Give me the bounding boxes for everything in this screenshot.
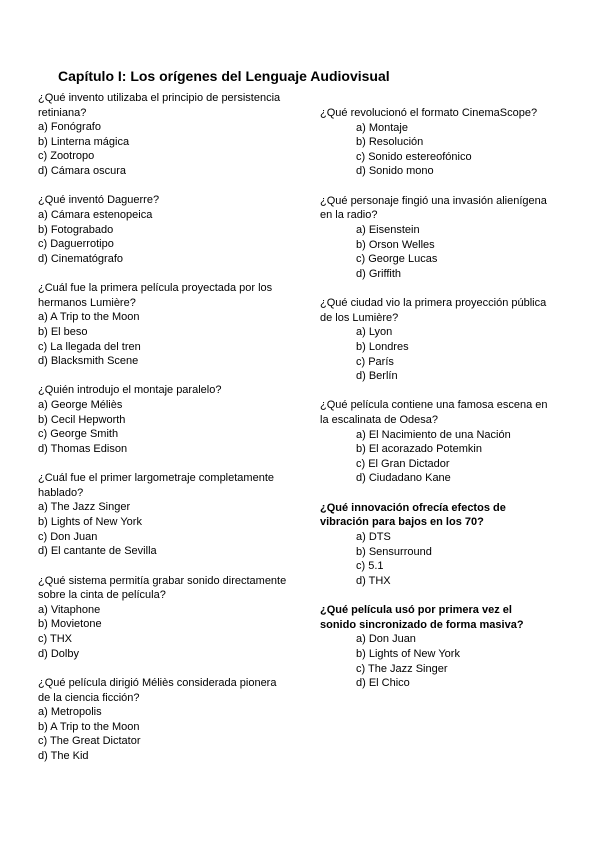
answer-option: b) Resolución bbox=[356, 136, 424, 149]
answer-option: b) Lights of New York bbox=[38, 516, 142, 529]
answer-option: a) Cámara estenopeica bbox=[38, 208, 153, 221]
answer-option: a) A Trip to the Moon bbox=[38, 311, 140, 324]
answer-option: c) El Gran Dictador bbox=[356, 457, 450, 470]
answer-option: b) Linterna mágica bbox=[38, 135, 130, 148]
question-text: ¿Qué revolucionó el formato CinemaScope? bbox=[320, 107, 538, 119]
answer-option: a) Metropolis bbox=[38, 706, 102, 719]
answer-option: d) Thomas Edison bbox=[38, 442, 128, 455]
answer-option: b) Movietone bbox=[38, 618, 102, 631]
question-text: ¿Qué película usó por primera vez el sonido sincronizado de forma masiva? bbox=[320, 604, 524, 631]
question-block bbox=[38, 91, 288, 179]
answer-option: d) Blacksmith Scene bbox=[38, 355, 139, 368]
answer-option: c) The Great Dictator bbox=[38, 735, 141, 748]
question-text: ¿Qué sistema permitía grabar sonido directamente sobre la cinta de película? bbox=[38, 574, 287, 602]
answer-option: b) El acorazado Potemkin bbox=[356, 443, 482, 456]
answer-option: c) The Jazz Singer bbox=[356, 662, 448, 675]
answer-option: b) Sensurround bbox=[356, 545, 432, 558]
question-text: ¿Cuál fue el primer largometraje completamente hablado? bbox=[38, 472, 274, 499]
question-block bbox=[38, 193, 288, 266]
answer-option: c) Zootropo bbox=[38, 150, 95, 163]
answer-option: d) Berlín bbox=[356, 370, 398, 383]
answer-option: a) El Nacimiento de una Nación bbox=[356, 428, 511, 441]
question-block bbox=[320, 296, 548, 384]
answer-option: c) La llegada del tren bbox=[38, 340, 141, 353]
answer-option: c) Daguerrotipo bbox=[38, 238, 114, 251]
answer-option: d) Griffith bbox=[356, 267, 402, 280]
answer-option: b) Cecil Hepworth bbox=[38, 413, 126, 426]
question-block bbox=[320, 106, 548, 179]
answer-option: d) El Chico bbox=[356, 677, 410, 690]
answer-option: b) Orson Welles bbox=[356, 238, 435, 251]
left-column bbox=[38, 91, 288, 778]
answer-option: a) Fonógrafo bbox=[38, 121, 101, 134]
answer-option: b) Lights of New York bbox=[356, 647, 460, 660]
question-text: ¿Qué invento utilizaba el principio de persistencia retiniana? bbox=[38, 92, 281, 119]
answer-option: c) George Lucas bbox=[356, 253, 438, 266]
answer-option: c) George Smith bbox=[38, 428, 119, 441]
answer-option: a) The Jazz Singer bbox=[38, 501, 131, 514]
question-block bbox=[38, 574, 288, 662]
answer-option: a) Vitaphone bbox=[38, 603, 101, 616]
question-text: ¿Qué película contiene una famosa escena en la escalinata de Odesa? bbox=[320, 399, 548, 427]
answer-option: b) El beso bbox=[38, 325, 88, 338]
question-text: ¿Qué personaje fingió una invasión alienígena en la radio? bbox=[320, 194, 547, 222]
answer-option: a) Montaje bbox=[356, 121, 408, 134]
answer-option: d) Cinematógrafo bbox=[38, 252, 123, 265]
answer-option: d) El cantante de Sevilla bbox=[38, 545, 157, 558]
answer-option: d) Dolby bbox=[38, 647, 79, 660]
answer-option: d) Ciudadano Kane bbox=[356, 472, 451, 485]
answer-option: b) A Trip to the Moon bbox=[38, 720, 140, 733]
question-text: ¿Qué película dirigió Méliès considerada pionera de la ciencia ficción? bbox=[38, 676, 277, 704]
answer-option: d) Sonido mono bbox=[356, 165, 434, 178]
answer-option: d) THX bbox=[356, 574, 391, 587]
question-block bbox=[38, 471, 288, 559]
answer-option: c) 5.1 bbox=[356, 560, 384, 573]
question-text: ¿Quién introdujo el montaje paralelo? bbox=[38, 384, 222, 397]
answer-option: a) DTS bbox=[356, 531, 391, 544]
question-block bbox=[38, 383, 288, 456]
answer-option: d) Cámara oscura bbox=[38, 164, 127, 177]
question-block bbox=[320, 603, 548, 691]
answer-option: c) París bbox=[356, 355, 394, 368]
question-text: ¿Qué innovación ofrecía efectos de vibración para bajos en los 70? bbox=[320, 501, 506, 529]
question-text: ¿Qué ciudad vio la primera proyección pública de los Lumière? bbox=[320, 297, 547, 324]
right-column bbox=[320, 106, 548, 706]
question-text: ¿Qué inventó Daguerre? bbox=[38, 194, 160, 207]
answer-option: b) Fotograbado bbox=[38, 223, 114, 236]
answer-option: d) The Kid bbox=[38, 749, 89, 762]
answer-option: a) Eisenstein bbox=[356, 223, 420, 236]
answer-option: b) Londres bbox=[356, 340, 409, 353]
answer-option: c) Sonido estereofónico bbox=[356, 150, 472, 163]
question-block bbox=[320, 194, 548, 282]
question-block bbox=[320, 398, 548, 486]
question-block bbox=[38, 676, 288, 764]
answer-option: a) Lyon bbox=[356, 326, 393, 339]
question-block bbox=[320, 501, 548, 589]
chapter-title: Capítulo I: Los orígenes del Lenguaje Audiovisual bbox=[58, 68, 390, 84]
answer-option: c) THX bbox=[38, 632, 73, 645]
question-text: ¿Cuál fue la primera película proyectada por los hermanos Lumière? bbox=[38, 282, 273, 309]
answer-option: a) Don Juan bbox=[356, 633, 416, 646]
answer-option: a) George Méliès bbox=[38, 399, 123, 412]
question-block bbox=[38, 281, 288, 369]
answer-option: c) Don Juan bbox=[38, 530, 98, 543]
